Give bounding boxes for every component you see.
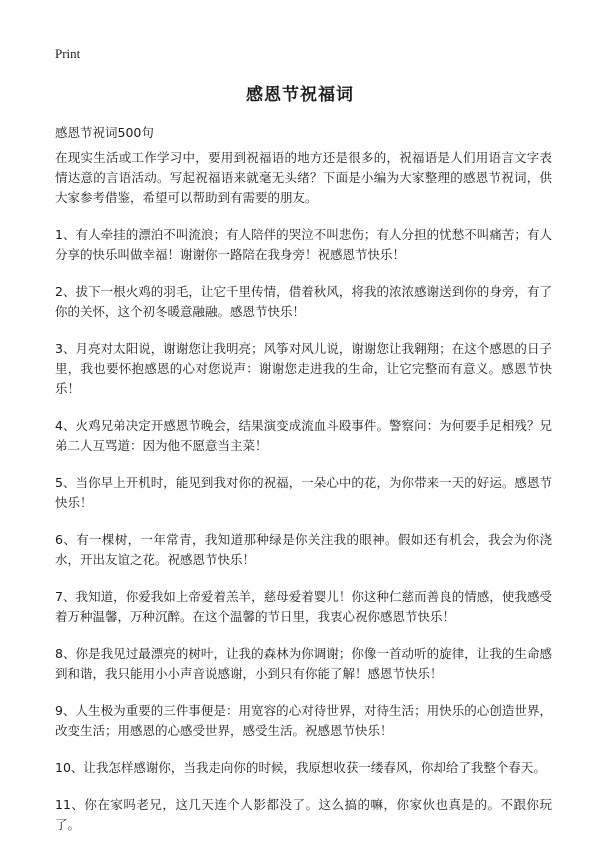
blessing-paragraph: 11、你在家吗老兄，这几天连个人影都没了。这么搞的嘛，你家伙也真是的。不跟你玩了。 [55,797,552,832]
blessing-paragraph: 2、拔下一根火鸡的羽毛，让它千里传情，借着秋风，将我的浓浓感谢送到你的身旁，有了你的关怀，这个初冬暖意融融。感恩节快乐！ [55,284,552,319]
page-title: 感恩节祝福词 [246,85,354,105]
blessing-paragraph: 10、让我怎样感谢你，当我走向你的时候，我原想收获一缕春风，你却给了我整个春天。 [55,760,546,775]
article-body [55,148,552,852]
blessing-paragraph: 3、月亮对太阳说，谢谢您让我明亮；风筝对风儿说，谢谢您让我翱翔；在这个感恩的日子里，我也要怀抱感恩的心对您说声：谢谢您走进我的生命，让它完整而有意义。感恩节快乐！ [55,341,552,396]
blessing-paragraph: 5、当你早上开机时，能见到我对你的祝福，一朵心中的花，为你带来一天的好运。感恩节快乐！ [55,475,552,510]
blessing-paragraph: 1、有人牵挂的漂泊不叫流浪；有人陪伴的哭泣不叫悲伤；有人分担的忧愁不叫痛苦；有人分享的快乐叫做幸福！谢谢你一路陪在我身旁！祝感恩节快乐！ [55,227,552,262]
blessing-paragraph: 4、火鸡兄弟决定开感恩节晚会，结果演变成流血斗殴事件。警察问：为何要手足相残？兄弟二人互骂道：因为他不愿意当主菜！ [55,418,552,453]
print-link[interactable]: Print [55,46,81,61]
blessing-paragraph: 9、人生极为重要的三件事便是：用宽容的心对待世界，对待生活；用快乐的心创造世界，改变生活；用感恩的心感受世界，感受生活。祝感恩节快乐！ [55,703,552,738]
blessing-paragraph: 7、我知道，你爱我如上帝爱着羔羊，慈母爱着婴儿！你这种仁慈而善良的情感，使我感受着万种温馨，万种沉醉。在这个温馨的节日里，我衷心祝你感恩节快乐！ [55,589,552,624]
intro-paragraph: 在现实生活或工作学习中，要用到祝福语的地方还是很多的，祝福语是人们用语言文字表情达意的言语活动。写起祝福语来就毫无头绪？下面是小编为大家整理的感恩节祝词，供大家参考借鉴，希望可以帮助到有需要的朋友。 [55,150,552,205]
blessing-paragraph: 6、有一棵树，一年常青，我知道那种绿是你关注我的眼神。假如还有机会，我会为你浇水，开出友谊之花。祝感恩节快乐！ [55,532,552,567]
blessing-paragraph: 8、你是我见过最漂亮的树叶，让我的森林为你调谢；你像一首动听的旋律，让我的生命感到和谐，我只能用小小声音说感谢，小到只有你能了解！感恩节快乐！ [55,646,552,681]
page-subtitle: 感恩节祝词500句 [55,125,154,140]
